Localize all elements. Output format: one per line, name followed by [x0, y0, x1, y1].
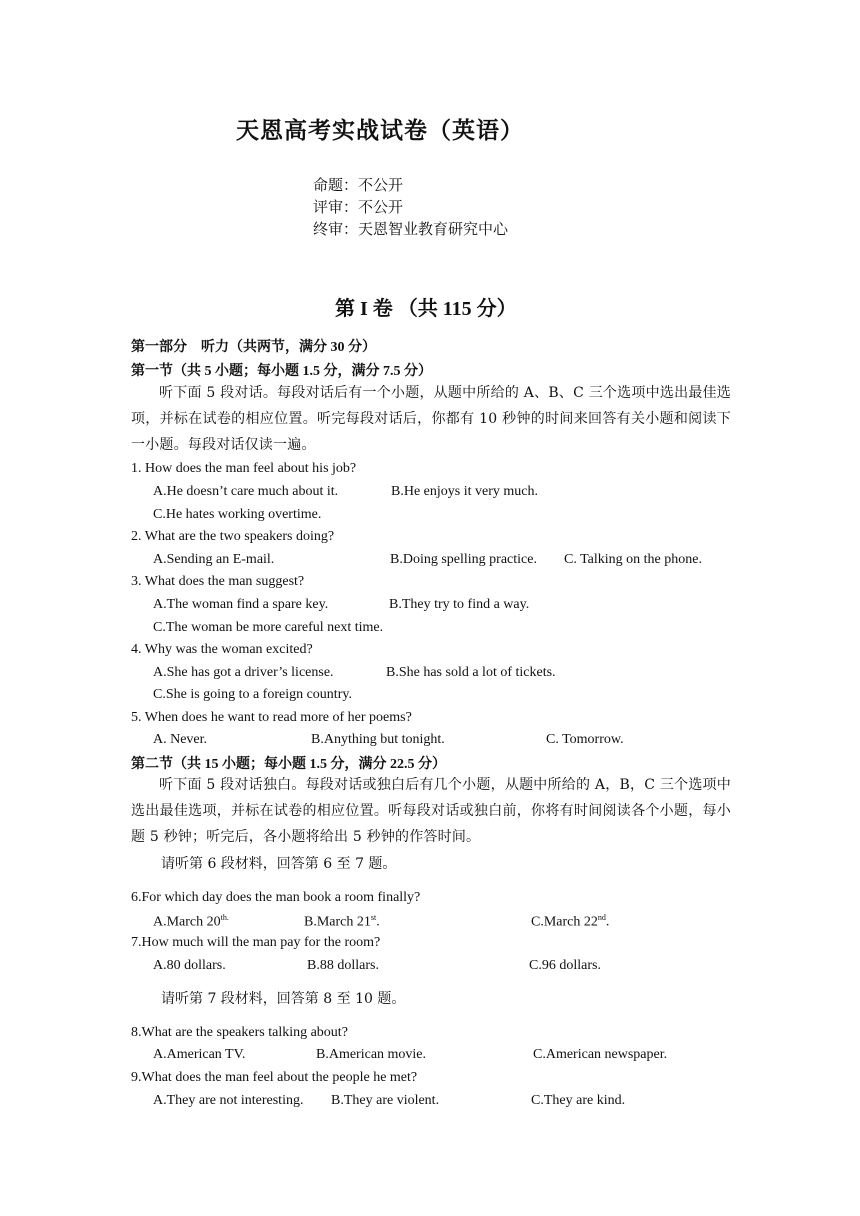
note-material-7: 请听第 7 段材料，回答第 8 至 10 题。	[161, 991, 406, 1007]
option-7c: C.96 dollars.	[529, 958, 601, 973]
option-6a: A.March $20^{th.}$	[153, 913, 229, 930]
option-1a: A.He doesn’t care much about it.	[153, 484, 339, 499]
option-6c: C.March 22nd.	[531, 913, 610, 930]
option-6b: B.March 21st.	[304, 913, 380, 930]
question-9: 9.What does the man feel about the people he met?	[131, 1070, 418, 1085]
section2-title: 第二节（共 15 小题；每小题 1.5 分，满分 22.5 分）	[131, 757, 446, 772]
option-4c: C.She is going to a foreign country.	[153, 687, 352, 702]
option-5b: B.Anything but tonight.	[311, 732, 445, 747]
option-3a: A.The woman find a spare key.	[153, 597, 329, 612]
question-6: 6.For which day does the man book a room finally?	[131, 890, 421, 905]
question-5: 5. When does he want to read more of her poems?	[131, 710, 412, 725]
option-3c: C.The woman be more careful next time.	[153, 620, 384, 635]
option-9a: A.They are not interesting.	[153, 1093, 304, 1108]
note-material-6: 请听第 6 段材料，回答第 6 至 7 题。	[161, 856, 397, 872]
option-1c: C.He hates working overtime.	[153, 507, 322, 522]
option-8a: A.American TV.	[153, 1047, 246, 1062]
option-8c: C.American newspaper.	[533, 1047, 668, 1062]
volume-title: 第 I 卷 （共 115 分）	[335, 298, 517, 320]
meta-reviewer: 评审：不公开	[313, 198, 404, 216]
option-2a: A.Sending an E-mail.	[153, 552, 275, 567]
question-4: 4. Why was the woman excited?	[131, 642, 313, 657]
option-2c: C. Talking on the phone.	[564, 552, 702, 567]
question-2: 2. What are the two speakers doing?	[131, 529, 335, 544]
option-1b: B.He enjoys it very much.	[391, 484, 538, 499]
section2-instructions: 听下面 5 段对话独白。每段对话或独白后有几个小题，从题中所给的 A，B，C 三个选项中选出最佳选项，并标在试卷的相应位置。听每段对话或独白前，你将有时间阅读各个小题，每小题 5 秒钟；听完后，各小题将给出 5 秒钟的作答时间。	[131, 777, 731, 845]
option-5c: C. Tomorrow.	[546, 732, 624, 747]
question-7: 7.How much will the man pay for the room?	[131, 935, 381, 950]
part1-title: 第一部分 听力（共两节，满分 30 分）	[131, 340, 376, 355]
option-5a: A. Never.	[153, 732, 208, 747]
option-7a: A.80 dollars.	[153, 958, 226, 973]
option-4b: B.She has sold a lot of tickets.	[386, 665, 556, 680]
question-3: 3. What does the man suggest?	[131, 574, 305, 589]
meta-setter: 命题：不公开	[313, 176, 404, 194]
option-9c: C.They are kind.	[531, 1093, 626, 1108]
option-8b: B.American movie.	[316, 1047, 427, 1062]
question-1: 1. How does the man feel about his job?	[131, 461, 357, 476]
option-3b: B.They try to find a way.	[389, 597, 530, 612]
meta-final-reviewer: 终审：天恩智业教育研究中心	[313, 220, 509, 238]
option-9b: B.They are violent.	[331, 1093, 440, 1108]
exam-title: 天恩高考实战试卷（英语）	[236, 118, 524, 143]
question-8: 8.What are the speakers talking about?	[131, 1025, 348, 1040]
section1-title: 第一节（共 5 小题；每小题 1.5 分，满分 7.5 分）	[131, 364, 432, 379]
option-4a: A.She has got a driver’s license.	[153, 665, 334, 680]
option-7b: B.88 dollars.	[307, 958, 379, 973]
option-2b: B.Doing spelling practice.	[390, 552, 537, 567]
section1-instructions: 听下面 5 段对话。每段对话后有一个小题，从题中所给的 A、B、C 三个选项中选出最佳选项，并标在试卷的相应位置。听完每段对话后，你都有 10 秒钟的时间来回答有关小题和阅读下一小题。每段对话仅读一遍。	[131, 385, 731, 453]
